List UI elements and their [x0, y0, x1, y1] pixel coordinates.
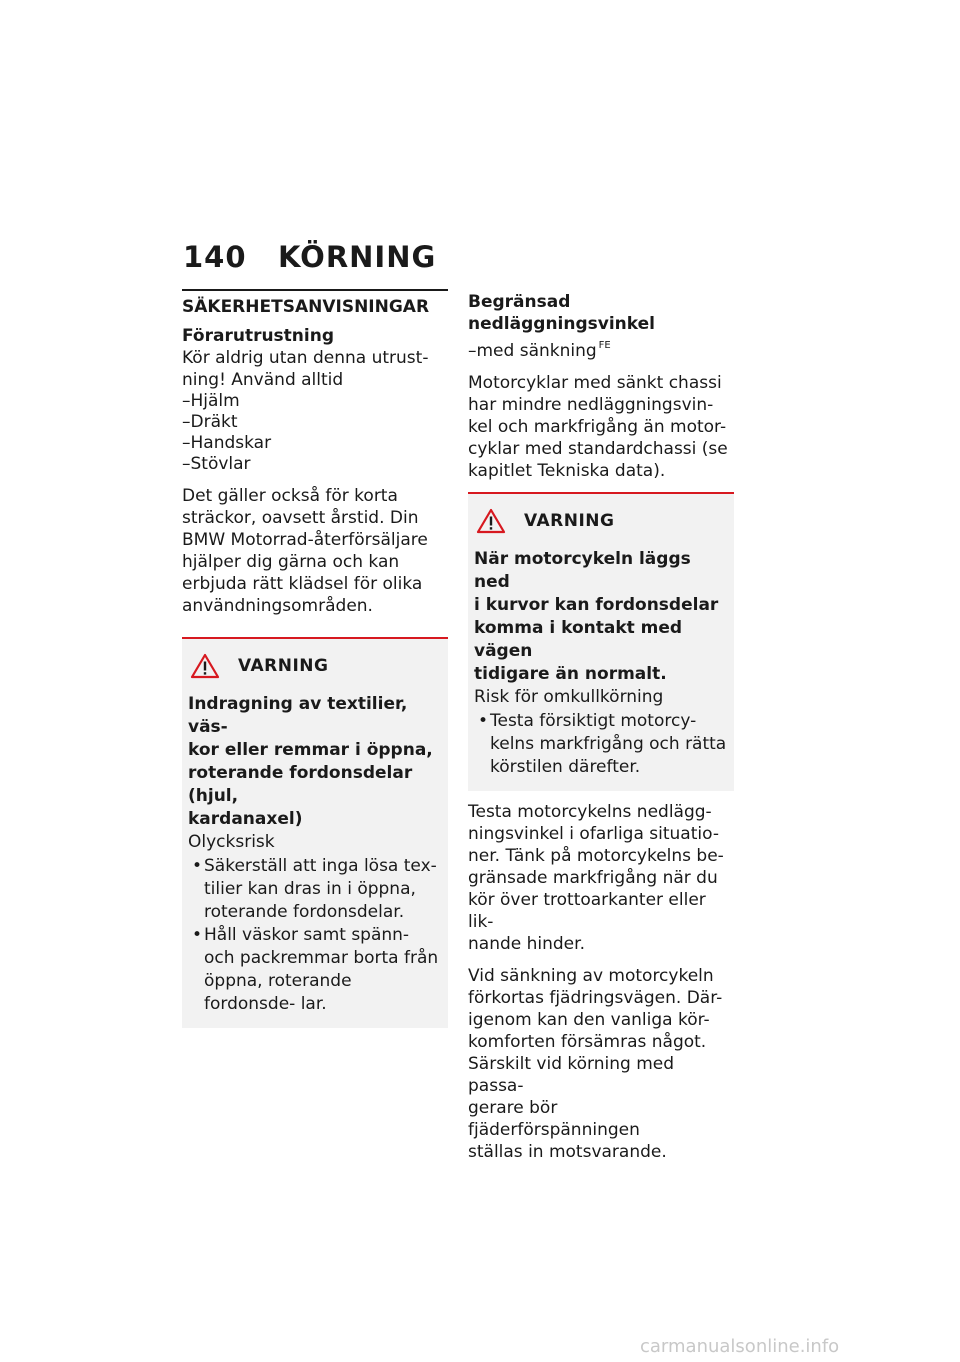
paragraph [468, 372, 734, 482]
section-heading: Begränsad nedläggningsvinkel [468, 292, 655, 334]
text-line: i kurvor kan fordonsdelar [474, 595, 719, 615]
text-line: Det gäller också för korta [182, 486, 398, 506]
fe-superscript: FE [598, 340, 611, 351]
text-line: Testa motorcykelns nedlägg- [468, 802, 712, 822]
text-line: komforten försämras något. [468, 1032, 707, 1052]
text-line: erbjuda rätt klädsel för olika [182, 574, 423, 594]
list-item: –Stövlar [182, 454, 251, 474]
warning-risk: Risk för omkullkörning [474, 687, 664, 707]
gear-title: Förarutrustning [182, 326, 335, 346]
paragraph [182, 485, 448, 617]
warning-triangle-icon [190, 653, 220, 679]
text-line: Indragning av textilier, väs- [188, 694, 408, 737]
text-line: användningsområden. [182, 596, 373, 616]
warning-header [474, 508, 728, 534]
right-column [468, 289, 734, 1173]
text-line: ningsvinkel i ofarliga situatio- [468, 824, 719, 844]
warning-triangle-icon [476, 508, 506, 534]
text-line: sträckor, oavsett årstid. Din [182, 508, 419, 528]
paragraph [468, 801, 734, 955]
text-line: kardanaxel) [188, 809, 303, 829]
list-item: –Handskar [182, 433, 272, 453]
text-line: BMW Motorrad-återförsäljare [182, 530, 428, 550]
warning-box [182, 637, 448, 1028]
list-item: • Håll väskor samt spänn- och packremmar borta från öppna, roterande fordonsde- lar. [188, 924, 442, 1016]
page-header [183, 240, 436, 274]
gear-list [182, 391, 448, 475]
text-line: Särskilt vid körning med passa- [468, 1054, 675, 1096]
text-line: kor eller remmar i öppna, [188, 740, 433, 760]
text-line: nande hinder. [468, 934, 585, 954]
text-line: hjälper dig gärna och kan [182, 552, 400, 572]
warning-header [188, 653, 442, 679]
section-subtitle [468, 335, 734, 362]
list-item: –Hjälm [182, 391, 240, 411]
text-line: gerare bör fjäderförspänningen [468, 1098, 640, 1140]
left-column [182, 289, 448, 1038]
text-line: kapitlet Tekniska data). [468, 461, 666, 481]
warning-title [188, 693, 442, 831]
section-title: SÄKERHETSANVISNINGAR [182, 289, 448, 317]
paragraph [468, 965, 734, 1163]
page-number: 140 [183, 240, 247, 274]
text-line: kör över trottoarkanter eller lik- [468, 890, 706, 932]
text-line: igenom kan den vanliga kör- [468, 1010, 710, 1030]
text-line: cyklar med standardchassi (se [468, 439, 728, 459]
warning-title [474, 548, 728, 686]
warning-label: VARNING [238, 656, 329, 676]
text-line: Vid sänkning av motorcykeln [468, 966, 714, 986]
text-line: tidigare än normalt. [474, 664, 667, 684]
subtitle-text: –med sänkning [468, 341, 597, 361]
text-line: gränsade markfrigång när du [468, 868, 718, 888]
warning-risk: Olycksrisk [188, 832, 275, 852]
warning-box [468, 492, 734, 791]
list-item: • Säkerställ att inga lösa tex- tilier kan dras in i öppna, roterande fordonsdelar. [188, 855, 442, 924]
gear-text-line: Kör aldrig utan denna utrust- [182, 348, 429, 368]
text-line: När motorcykeln läggs ned [474, 549, 691, 592]
warning-label: VARNING [524, 511, 615, 531]
list-item: • Testa försiktigt motorcy- kelns markfrigång och rätta körstilen därefter. [474, 710, 728, 779]
text-line: komma i kontakt med vägen [474, 618, 683, 661]
text-line: Motorcyklar med sänkt chassi [468, 373, 722, 393]
text-line: ställas in motsvarande. [468, 1142, 667, 1162]
warning-bullets [474, 710, 728, 779]
text-line: ner. Tänk på motorcykelns be- [468, 846, 724, 866]
watermark: carmanualsonline.info [640, 1336, 840, 1357]
warning-bullets [188, 855, 442, 1016]
text-line: kel och markfrigång än motor- [468, 417, 727, 437]
text-line: roterande fordonsdelar (hjul, [188, 763, 413, 806]
chapter-title: KÖRNING [278, 240, 437, 274]
gear-text-line: ning! Använd alltid [182, 370, 344, 390]
text-line: har mindre nedläggningsvin- [468, 395, 714, 415]
list-item: –Dräkt [182, 412, 238, 432]
text-line: förkortas fjädringsvägen. Där- [468, 988, 723, 1008]
